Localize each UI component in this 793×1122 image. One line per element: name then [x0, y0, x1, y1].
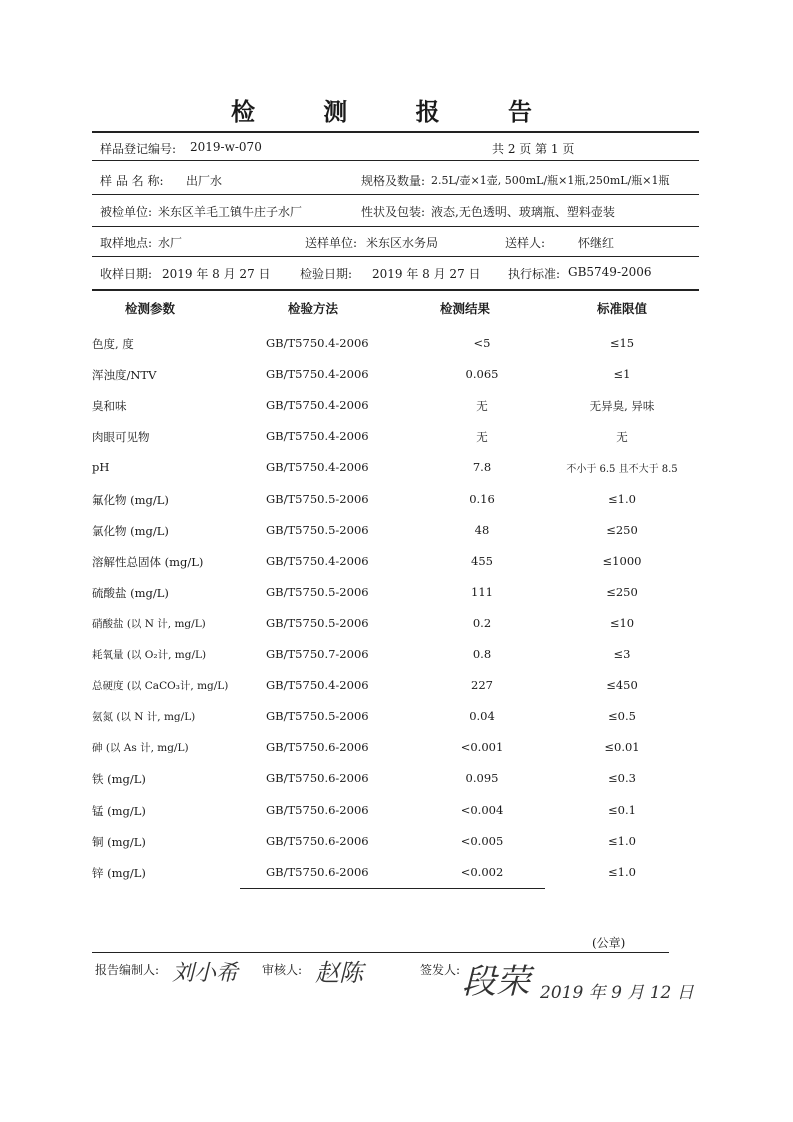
result-cell: 111 — [471, 584, 493, 599]
method-cell: GB/T5750.5-2006 — [266, 709, 369, 724]
method-cell: GB/T5750.6-2006 — [266, 802, 369, 817]
place-label: 取样地点: — [100, 236, 153, 250]
table-row — [92, 834, 699, 854]
table-row — [92, 523, 699, 543]
method-cell: GB/T5750.6-2006 — [266, 864, 369, 879]
result-cell: 7.8 — [472, 460, 492, 475]
unit-value: 米东区羊毛工镇牛庄子水厂 — [158, 205, 303, 219]
pack-value: 液态,无色透明、玻璃瓶、塑料壶装 — [431, 205, 615, 219]
param-cell: 砷 (以 As 计, mg/L) — [92, 742, 189, 755]
method-cell: GB/T5750.7-2006 — [266, 647, 369, 661]
col-header-method: 检验方法 — [288, 301, 339, 316]
col-header-limit: 标准限值 — [597, 301, 648, 316]
method-cell: GB/T5750.5-2006 — [266, 522, 369, 537]
table-row — [92, 429, 699, 449]
place-value: 水厂 — [158, 236, 183, 250]
method-cell: GB/T5750.5-2006 — [266, 615, 369, 630]
param-cell: pH — [92, 460, 110, 475]
result-cell: 0.04 — [469, 709, 495, 724]
test-date-label: 检验日期: — [300, 267, 353, 281]
pack-label: 性状及包装: — [361, 205, 426, 219]
method-cell: GB/T5750.4-2006 — [266, 553, 369, 568]
table-row — [92, 803, 699, 823]
result-cell: <0.001 — [460, 740, 504, 755]
divider — [92, 226, 699, 227]
sender-unit-value: 米东区水务局 — [366, 236, 439, 250]
method-cell: GB/T5750.4-2006 — [266, 367, 369, 382]
table-row — [92, 647, 699, 667]
report-title: 检 测 报 告 — [230, 97, 563, 126]
table-row — [92, 678, 699, 698]
reviewer-label: 审核人: — [262, 963, 303, 977]
param-cell: 锰 (mg/L) — [92, 803, 146, 818]
table-row — [92, 398, 699, 418]
table-row — [92, 709, 699, 729]
limit-cell: ≤0.5 — [608, 709, 636, 724]
limit-cell: ≤3 — [613, 647, 631, 661]
result-cell: 227 — [471, 678, 493, 693]
divider — [92, 289, 699, 291]
table-row — [92, 336, 699, 356]
limit-cell: ≤1.0 — [608, 864, 636, 879]
result-cell: <0.005 — [460, 833, 504, 848]
table-row — [92, 616, 699, 636]
result-cell: 455 — [471, 553, 493, 568]
param-cell: 铁 (mg/L) — [92, 772, 146, 787]
sender-value: 怀继红 — [578, 236, 615, 250]
divider — [92, 952, 669, 953]
sample-no-value: 2019-w-070 — [190, 140, 262, 154]
limit-cell: ≤0.1 — [608, 802, 636, 817]
limit-cell: 无异臭, 异味 — [589, 399, 655, 414]
sender-label: 送样人: — [505, 236, 546, 250]
result-cell: <5 — [473, 336, 491, 350]
recv-date-label: 收样日期: — [100, 267, 153, 281]
limit-cell: ≤0.3 — [608, 771, 636, 786]
issue-date: 2019 年 9 月 12 日 — [540, 983, 694, 1003]
col-header-result: 检测结果 — [440, 301, 491, 316]
table-row — [92, 460, 699, 480]
param-cell: 臭和味 — [92, 399, 127, 414]
table-row — [92, 771, 699, 791]
col-header-param: 检测参数 — [125, 301, 176, 316]
limit-cell: ≤0.01 — [604, 740, 640, 755]
param-cell: 总硬度 (以 CaCO₃计, mg/L) — [92, 680, 229, 693]
page-info: 共 2 页 第 1 页 — [492, 142, 575, 156]
param-cell: 氨氮 (以 N 计, mg/L) — [92, 711, 196, 724]
param-cell: 肉眼可见物 — [92, 430, 150, 445]
issuer-label: 签发人: — [420, 963, 461, 977]
divider — [92, 131, 699, 133]
param-cell: 氟化物 (mg/L) — [92, 492, 169, 507]
method-cell: GB/T5750.6-2006 — [266, 833, 369, 848]
limit-cell: ≤250 — [606, 522, 638, 537]
issuer-signature: 段荣 — [462, 962, 530, 1002]
param-cell: 浑浊度/NTV — [92, 368, 157, 383]
limit-cell: ≤250 — [606, 584, 638, 599]
sample-no-label: 样品登记编号: — [100, 142, 177, 156]
param-cell: 耗氧量 (以 O₂计, mg/L) — [92, 649, 207, 661]
sample-name-value: 出厂水 — [186, 174, 223, 188]
result-cell: 0.16 — [469, 491, 495, 506]
result-cell: 无 — [476, 399, 488, 414]
result-cell: 0.095 — [465, 771, 499, 786]
divider — [92, 194, 699, 195]
seal-label: (公章) — [592, 936, 626, 950]
method-cell: GB/T5750.4-2006 — [266, 460, 369, 475]
divider — [92, 160, 699, 161]
sender-unit-label: 送样单位: — [305, 236, 358, 250]
spec-label: 规格及数量: — [361, 174, 426, 188]
limit-cell: 无 — [616, 430, 628, 445]
result-cell: 无 — [476, 430, 488, 445]
recv-date-value: 2019 年 8 月 27 日 — [162, 267, 271, 281]
limit-cell: ≤1 — [613, 367, 631, 382]
result-cell: 0.2 — [472, 615, 492, 630]
method-cell: GB/T5750.4-2006 — [266, 398, 369, 413]
reviewer-signature: 赵陈 — [315, 959, 363, 987]
table-row — [92, 865, 699, 885]
limit-cell: 不小于 6.5 且不大于 8.5 — [566, 464, 678, 476]
unit-label: 被检单位: — [100, 205, 153, 219]
result-cell: 48 — [474, 522, 490, 537]
compiler-label: 报告编制人: — [95, 963, 160, 977]
param-cell: 硝酸盐 (以 N 计, mg/L) — [92, 617, 206, 630]
method-cell: GB/T5750.4-2006 — [266, 336, 369, 350]
limit-cell: ≤1.0 — [608, 833, 636, 848]
sample-name-label: 样 品 名 称: — [100, 174, 164, 188]
table-end-line — [240, 888, 545, 889]
test-date-value: 2019 年 8 月 27 日 — [372, 267, 481, 281]
table-row — [92, 740, 699, 760]
method-cell: GB/T5750.4-2006 — [266, 429, 369, 444]
table-row — [92, 367, 699, 387]
param-cell: 铜 (mg/L) — [92, 834, 146, 849]
param-cell: 溶解性总固体 (mg/L) — [92, 554, 204, 569]
method-cell: GB/T5750.6-2006 — [266, 740, 369, 755]
limit-cell: ≤15 — [609, 336, 635, 350]
standard-value: GB5749-2006 — [568, 265, 652, 279]
method-cell: GB/T5750.4-2006 — [266, 678, 369, 693]
param-cell: 氯化物 (mg/L) — [92, 523, 169, 538]
table-row — [92, 585, 699, 605]
result-cell: <0.002 — [460, 864, 504, 879]
result-cell: <0.004 — [460, 802, 504, 817]
param-cell: 色度, 度 — [92, 337, 134, 351]
standard-label: 执行标准: — [508, 267, 561, 281]
method-cell: GB/T5750.5-2006 — [266, 584, 369, 599]
param-cell: 锌 (mg/L) — [92, 865, 146, 880]
table-row — [92, 492, 699, 512]
limit-cell: ≤1.0 — [608, 491, 636, 506]
table-row — [92, 554, 699, 574]
method-cell: GB/T5750.5-2006 — [266, 491, 369, 506]
spec-value: 2.5L/壶×1壶, 500mL/瓶×1瓶,250mL/瓶×1瓶 — [431, 174, 670, 187]
limit-cell: ≤1000 — [602, 553, 642, 568]
limit-cell: ≤450 — [606, 678, 638, 693]
result-cell: 0.8 — [472, 647, 492, 661]
result-cell: 0.065 — [465, 367, 499, 382]
compiler-signature: 刘小希 — [172, 961, 239, 986]
param-cell: 硫酸盐 (mg/L) — [92, 585, 169, 600]
method-cell: GB/T5750.6-2006 — [266, 771, 369, 786]
divider — [92, 256, 699, 257]
limit-cell: ≤10 — [609, 615, 635, 630]
